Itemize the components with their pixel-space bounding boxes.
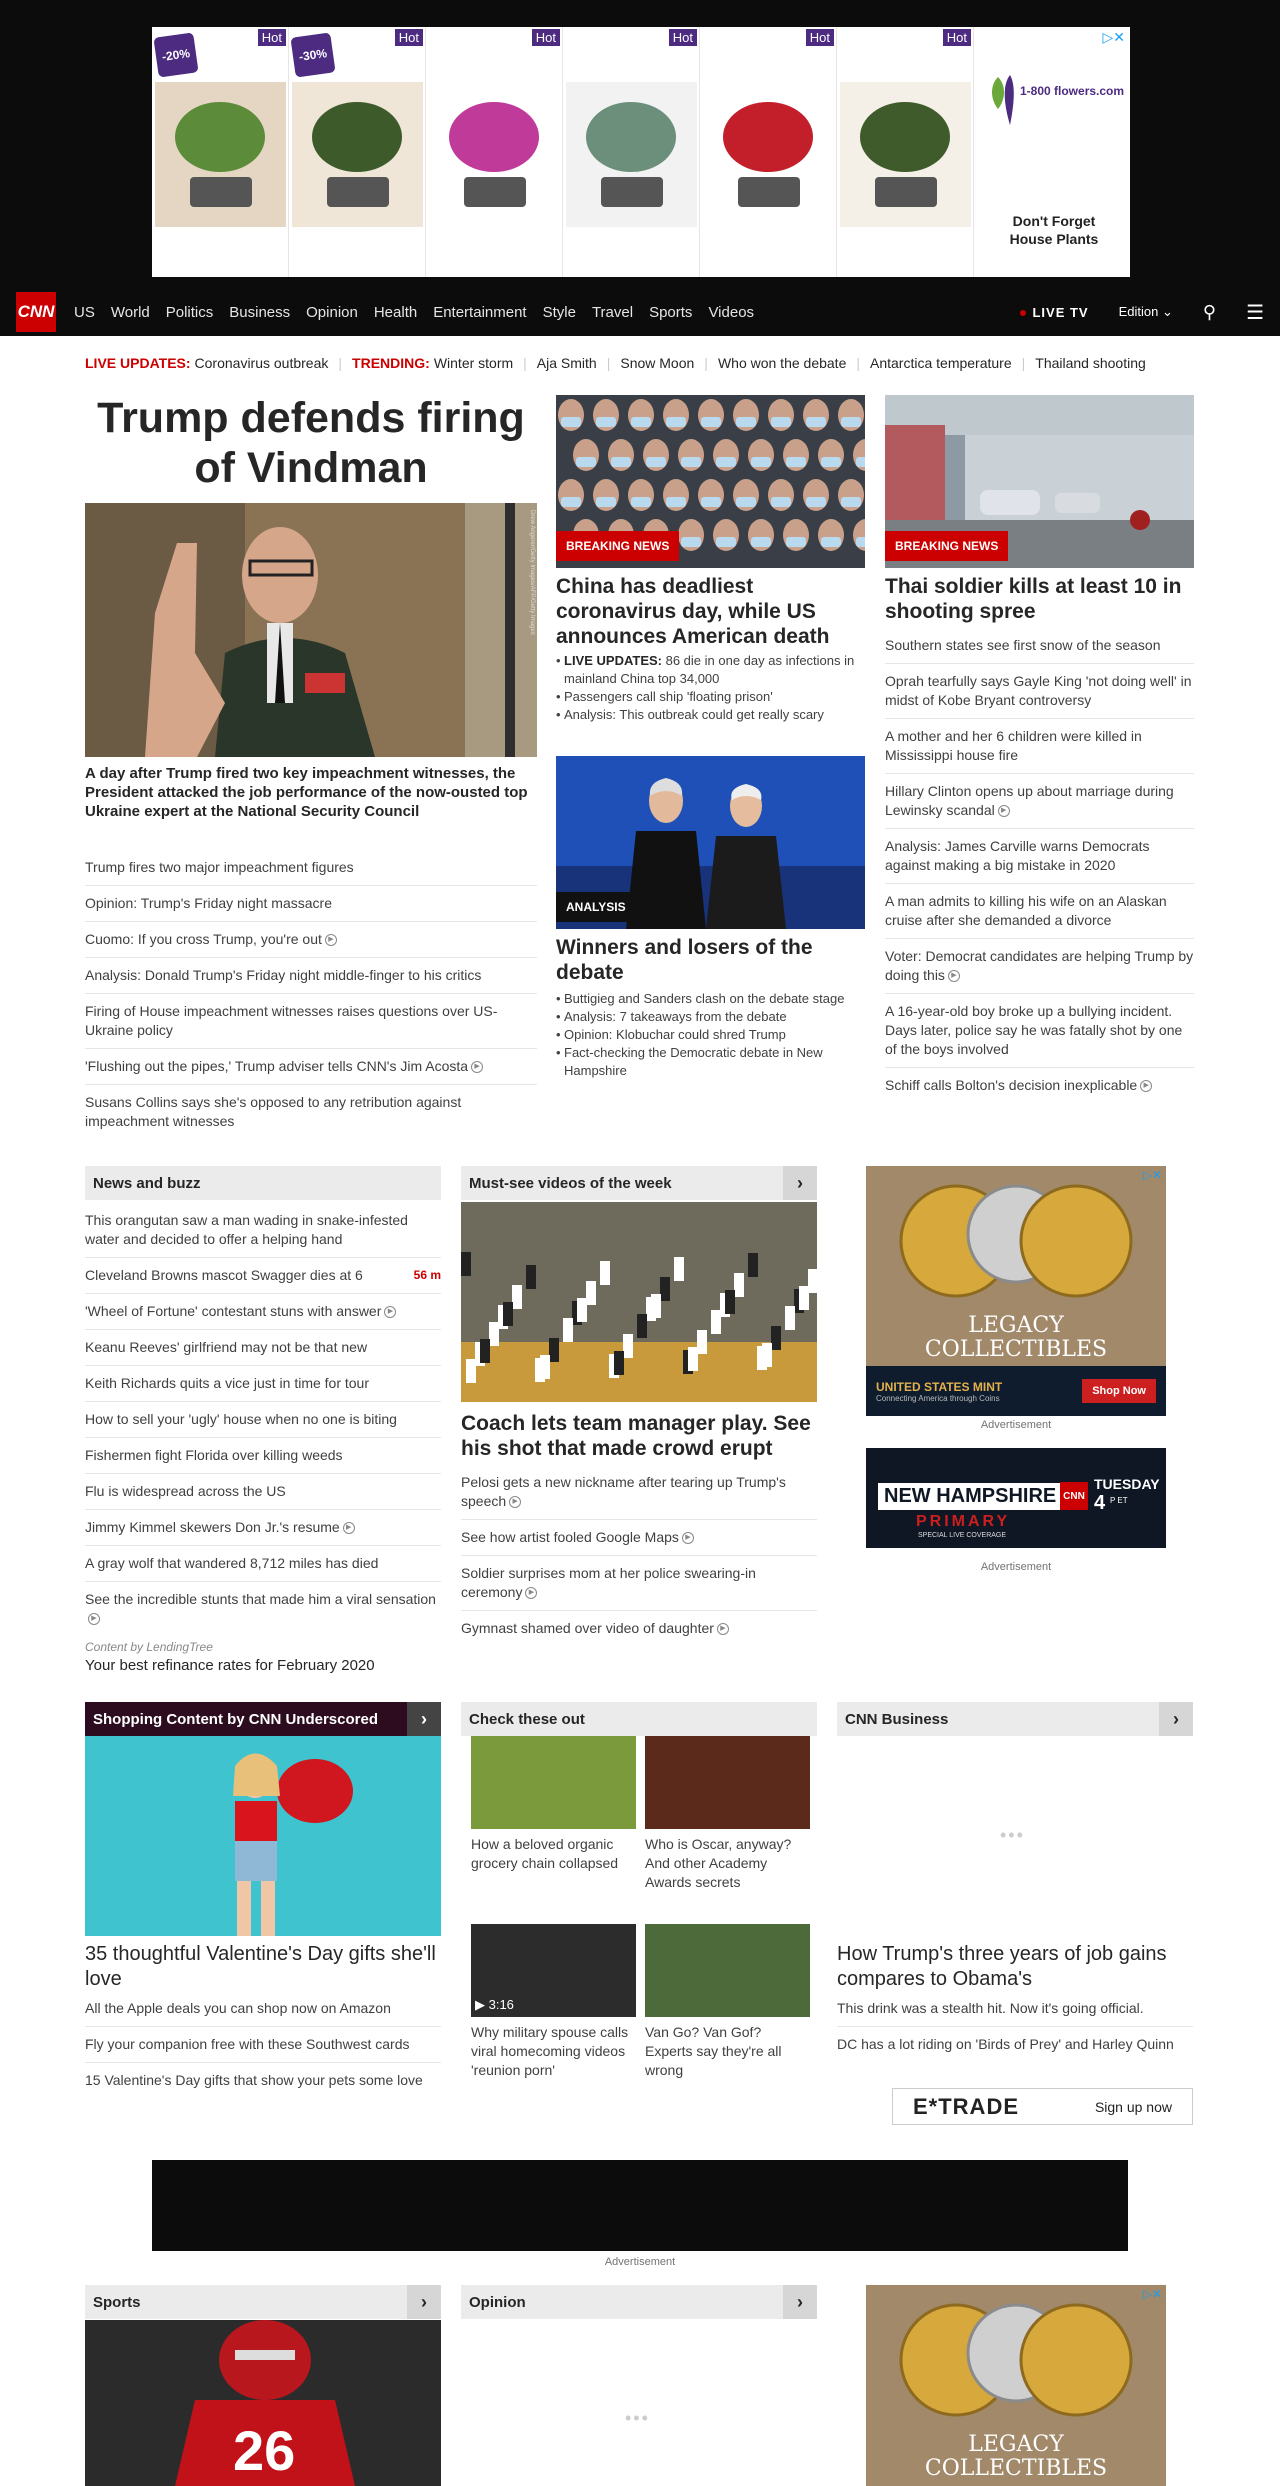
list-item[interactable] (885, 718, 1194, 773)
news-buzz-title: News and buzz (93, 1174, 201, 1192)
shop-now-button[interactable]: Shop Now (1082, 1379, 1156, 1403)
check-title: Check these out (469, 1710, 585, 1728)
sponsor-label: Content by LendingTree (85, 1640, 213, 1654)
edition-dropdown[interactable] (1119, 304, 1173, 320)
bullet-item[interactable] (556, 990, 865, 1008)
check-header (461, 1702, 817, 1736)
list-item[interactable] (85, 2062, 441, 2098)
lead-caption[interactable]: A day after Trump fired two key impeachment witnesses, the President attacked the job performance of the now-ousted top Ukraine expert at the National Security Council (85, 765, 528, 820)
red-roses-image (703, 82, 834, 227)
check-caption: Why military spouse calls viral homecoming videos 'reunion porn' (471, 2024, 629, 2078)
list-item[interactable] (85, 1329, 441, 1365)
nh-pet: P ET (1110, 1496, 1128, 1505)
flowers-ad[interactable] (152, 27, 1130, 277)
business-header (837, 1702, 1193, 1736)
list-item-text: This orangutan saw a man wading in snake-infested water and decided to offer a helping hand (85, 1212, 408, 1247)
videos-title: Must-see videos of the week (469, 1174, 672, 1192)
duration-text: 3:16 (488, 1997, 514, 2012)
ad-product-tile[interactable] (700, 27, 837, 277)
list-item-text: Keith Richards quits a vice just in time for tour (85, 1375, 370, 1391)
ad-choices-icon[interactable]: ▷✕ (1142, 2287, 1162, 2301)
list-item-text: How to sell your 'ugly' house when no one is biting (85, 1411, 397, 1427)
cnn-logo-small: CNN (1060, 1482, 1088, 1510)
bullet-bold: LIVE UPDATES: (564, 653, 662, 668)
gardenia-bonsai-image (840, 82, 971, 227)
bullet-text: Opinion: Klobuchar could shred Trump (564, 1027, 786, 1042)
discount-badge: -20% (153, 32, 198, 77)
list-item[interactable] (885, 628, 1194, 663)
sports-header (85, 2285, 441, 2319)
list-item-text: A gray wolf that wandered 8,712 miles has died (85, 1555, 379, 1571)
list-item[interactable] (461, 1555, 817, 1610)
list-item-text: Oprah tearfully says Gayle King 'not doing well' in midst of Kobe Bryant controversy (885, 673, 1192, 708)
sports-title: Sports (93, 2293, 141, 2311)
list-item[interactable] (85, 1365, 441, 1401)
list-item-text: Gymnast shamed over video of daughter (461, 1620, 714, 1636)
check-caption: Van Go? Van Gof? Experts say they're all wrong (645, 2024, 782, 2078)
hot-badge: Hot (532, 29, 560, 46)
photo-credit: Drew Angerer/Getty Images/AFP/Getty Images (529, 510, 535, 635)
hot-badge: Hot (669, 29, 697, 46)
check-thumbnail (645, 1924, 810, 2017)
divider: | (523, 355, 527, 371)
ad-label: Advertisement (980, 1419, 1052, 1431)
etrade-logo: E*TRADE (913, 2093, 1020, 2119)
list-item-text: Trump fires two major impeachment figures (85, 859, 354, 875)
list-item-text: Keanu Reeves' girlfriend may not be that new (85, 1339, 368, 1355)
list-item[interactable] (837, 2026, 1193, 2062)
live-tv-link[interactable]: LIVE TV (1020, 305, 1088, 320)
list-item-text: Fly your companion free with these Southwest cards (85, 2036, 410, 2052)
list-item[interactable] (85, 1257, 441, 1293)
check-item[interactable] (645, 1736, 810, 1892)
edition-label: Edition (1118, 304, 1159, 319)
business-headline[interactable]: How Trump's three years of job gains compares to Obama's (837, 1943, 1167, 1990)
check-thumbnail (471, 1924, 636, 2017)
video-play-icon: ▶ (343, 1522, 355, 1534)
bonsai-tree-image (292, 82, 423, 227)
loading-icon: ••• (1000, 1825, 1025, 1845)
breaking-news-badge: BREAKING NEWS (556, 531, 679, 561)
list-item[interactable] (885, 883, 1194, 938)
list-item-text: This drink was a stealth hit. Now it's going official. (837, 2000, 1144, 2016)
bullet-item[interactable] (556, 706, 865, 724)
shopping-header (85, 1702, 441, 1736)
trending-item[interactable]: Antarctica temperature (870, 355, 1012, 371)
bullet-item[interactable] (556, 652, 865, 688)
bamboo-heart-image (155, 82, 286, 227)
list-item-text: 'Flushing out the pipes,' Trump adviser tells CNN's Jim Acosta (85, 1058, 469, 1074)
nav-link-travel[interactable]: Travel (591, 303, 634, 321)
list-item-text: Pelosi gets a new nickname after tearing up Trump's speech (461, 1474, 786, 1509)
list-item[interactable] (85, 1991, 441, 2026)
list-item[interactable] (461, 1519, 817, 1555)
search-icon[interactable]: ⚲ (1202, 301, 1217, 322)
opinion-title: Opinion (469, 2293, 526, 2311)
video-play-icon: ▶ (475, 1997, 489, 2012)
sponsor-link[interactable]: Your best refinance rates for February 2020 (85, 1657, 375, 1674)
list-item[interactable] (837, 1991, 1193, 2026)
list-item[interactable] (885, 993, 1194, 1067)
list-item[interactable] (85, 1473, 441, 1509)
ad-choices-icon[interactable]: ▷✕ (1102, 29, 1125, 45)
chevron-right-icon[interactable]: › (407, 1702, 441, 1736)
video-links (461, 1465, 817, 1646)
divider: | (606, 355, 611, 371)
chevron-right-icon[interactable]: › (407, 2285, 441, 2319)
nav-link-us[interactable]: US (74, 303, 95, 321)
list-item-text: Southern states see first snow of the season (885, 637, 1161, 653)
list-item-text: A 16-year-old boy broke up a bullying incident. Days later, police say he was fatally shot by one of the boys involved (885, 1003, 1183, 1057)
svg-text:26: 26 (233, 2419, 296, 2482)
video-play-icon: ▶ (384, 1306, 396, 1318)
list-item[interactable] (885, 1067, 1194, 1103)
list-item[interactable] (85, 1293, 441, 1329)
flowers-logo-icon (984, 65, 1124, 135)
mint-label: UNITED STATES MINT (876, 1379, 1003, 1394)
nav-link-health[interactable]: Health (373, 303, 418, 321)
divider: | (704, 355, 708, 371)
bullet-text: Fact-checking the Democratic debate in New Hampshire (564, 1045, 823, 1078)
timestamp: 56 m (413, 1268, 441, 1282)
ad-label-2: Advertisement (980, 1561, 1052, 1573)
chevron-right-icon[interactable]: › (783, 1166, 817, 1200)
trending-item[interactable]: Thailand shooting (1035, 355, 1146, 371)
legacy-collectibles-ad-2[interactable] (866, 2285, 1166, 2486)
discount-badge: -30% (290, 32, 335, 77)
etrade-cta[interactable]: Sign up now (1094, 2098, 1172, 2115)
ad-product-tile[interactable] (837, 27, 974, 277)
valentines-headline[interactable]: 35 thoughtful Valentine's Day gifts she'll love (85, 1943, 436, 1990)
shopping-links (85, 1991, 441, 2098)
list-item-text: Voter: Democrat candidates are helping Trump by doing this (885, 948, 1194, 983)
list-item-text: 'Wheel of Fortune' contestant stuns with answer (85, 1303, 382, 1319)
cnn-logo[interactable]: CNN (16, 292, 56, 332)
debate-bullets (556, 990, 865, 1080)
hot-badge: Hot (395, 29, 423, 46)
ad-product-tile[interactable] (289, 27, 426, 277)
list-item[interactable] (85, 957, 537, 993)
list-item-text: Cuomo: If you cross Trump, you're out (85, 931, 322, 947)
loading-icon: ••• (625, 2408, 650, 2428)
svg-text:1-800 flowers.com: 1-800 flowers.com (1020, 84, 1124, 98)
list-item-text: Flu is widespread across the US (85, 1483, 286, 1499)
hot-badge: Hot (943, 29, 971, 46)
list-item-text: See the incredible stunts that made him a viral sensation (85, 1591, 436, 1607)
news-buzz-header (85, 1166, 441, 1200)
business-title: CNN Business (845, 1710, 949, 1728)
list-item-text: Hillary Clinton opens up about marriage during Lewinsky scandal (885, 783, 1174, 818)
chevron-down-icon: ⌄ (1161, 304, 1173, 319)
video-play-icon: ▶ (525, 1587, 537, 1599)
list-item-text: Soldier surprises mom at her police swearing-in ceremony (461, 1565, 756, 1600)
china-bullets (556, 652, 865, 724)
list-item-text: A mother and her 6 children were killed in Mississippi house fire (885, 728, 1142, 763)
video-play-icon: ▶ (1140, 1080, 1152, 1092)
valentines-woman-photo[interactable] (85, 1736, 441, 1936)
nav-link-politics[interactable]: Politics (165, 303, 214, 321)
shopping-title: Shopping Content by CNN Underscored (93, 1710, 378, 1728)
list-item-text: Jimmy Kimmel skewers Don Jr.'s resume (85, 1519, 340, 1535)
news-buzz-list (85, 1203, 441, 1636)
right-links (885, 628, 1194, 1103)
list-item[interactable] (85, 2026, 441, 2062)
nh-primary: PRIMARY (916, 1513, 1011, 1530)
etrade-ad[interactable] (892, 2088, 1193, 2125)
lead-headline[interactable]: Trump defends firing of Vindman (97, 394, 525, 492)
video-play-icon: ▶ (717, 1623, 729, 1635)
list-item-text: See how artist fooled Google Maps (461, 1529, 679, 1545)
check-caption: Who is Oscar, anyway? And other Academy Awards secrets (645, 1836, 792, 1890)
nav-link-business[interactable]: Business (229, 303, 291, 321)
bullet-item[interactable] (556, 1008, 865, 1026)
list-item-text: Schiff calls Bolton's decision inexplicable (885, 1077, 1138, 1093)
list-item[interactable] (85, 885, 537, 921)
ad-product-tile[interactable] (563, 27, 700, 277)
list-item[interactable] (85, 850, 537, 885)
business-links (837, 1991, 1193, 2062)
lead-related-links (85, 850, 537, 1139)
nh-title: NEW HAMPSHIRE (878, 1483, 1062, 1510)
bullet-text: Passengers call ship 'floating prison' (564, 689, 773, 704)
nh-sub: SPECIAL LIVE COVERAGE (918, 1532, 1007, 1539)
main-nav (0, 288, 1280, 336)
trending-bar: LIVE UPDATES: Coronavirus outbreak | TRENDING: Winter storm | Aja Smith | Snow Moon | Who won the debate | Antarctica temperature | Thailand shooting (85, 355, 1146, 371)
list-item[interactable] (885, 938, 1194, 993)
trending-item[interactable]: Aja Smith (536, 355, 597, 371)
list-item-text: Susans Collins says she's opposed to any retribution against impeachment witnesses (85, 1094, 462, 1129)
nav-link-videos[interactable]: Videos (708, 303, 755, 321)
list-item-text: Analysis: Donald Trump's Friday night middle-finger to his critics (85, 967, 482, 983)
legacy-line2: COLLECTIBLES (924, 1337, 1108, 1362)
top-ad-banner-region (0, 0, 1280, 288)
hot-badge: Hot (806, 29, 834, 46)
check-thumbnail (645, 1736, 810, 1829)
list-item-text: All the Apple deals you can shop now on Amazon (85, 2000, 391, 2016)
bullet-text: Analysis: This outbreak could get really scary (564, 707, 824, 722)
list-item[interactable] (885, 773, 1194, 828)
basketball-crowd-photo[interactable] (461, 1202, 817, 1402)
video-play-icon: ▶ (948, 970, 960, 982)
list-item-text: Firing of House impeachment witnesses raises questions over US-Ukraine policy (85, 1003, 498, 1038)
brand-panel[interactable] (974, 27, 1130, 277)
divider: | (856, 355, 860, 371)
nh-day: TUESDAY (1094, 1476, 1160, 1492)
succulent-bowl-image (566, 82, 697, 227)
list-item[interactable] (885, 663, 1194, 718)
thai-headline[interactable]: Thai soldier kills at least 10 in shooting spree (885, 575, 1182, 623)
vindman-photo[interactable] (85, 503, 537, 757)
list-item[interactable] (85, 1581, 441, 1636)
list-item-text: A man admits to killing his wife on an Alaskan cruise after she demanded a divorce (885, 893, 1167, 928)
videos-header (461, 1166, 817, 1200)
list-item[interactable] (85, 1509, 441, 1545)
nav-link-entertainment[interactable]: Entertainment (433, 303, 527, 321)
bullet-item[interactable] (556, 688, 865, 706)
list-item[interactable] (85, 1401, 441, 1437)
coach-headline[interactable]: Coach lets team manager play. See his shot that made crowd erupt (461, 1412, 811, 1460)
list-item-text: Analysis: James Carville warns Democrats against making a big mistake in 2020 (885, 838, 1150, 873)
menu-icon[interactable]: ☰ (1246, 301, 1264, 324)
list-item[interactable] (85, 1437, 441, 1473)
list-item-text: DC has a lot riding on 'Birds of Prey' and Harley Quinn (837, 2036, 1174, 2052)
check-thumbnail (471, 1736, 636, 1829)
video-play-icon: ▶ (471, 1061, 483, 1073)
video-play-icon: ▶ (509, 1496, 521, 1508)
legacy-line2: COLLECTIBLES (924, 2456, 1108, 2481)
mint-sub: Connecting America through Coins (876, 1393, 1000, 1403)
hot-badge: Hot (258, 29, 286, 46)
rainbow-roses-image (429, 82, 560, 227)
ad-product-tile[interactable] (426, 27, 563, 277)
bottom-ad-banner[interactable] (152, 2160, 1128, 2251)
list-item[interactable] (85, 1084, 537, 1139)
check-item[interactable] (471, 1924, 636, 2080)
nav-link-style[interactable]: Style (542, 303, 576, 321)
nav-link-world[interactable]: World (110, 303, 150, 321)
list-item[interactable] (85, 1203, 441, 1257)
trending-item[interactable]: Winter storm (433, 355, 514, 371)
video-play-icon: ▶ (88, 1613, 100, 1625)
opinion-header (461, 2285, 817, 2319)
legacy-line1: LEGACY (968, 1313, 1064, 1338)
check-item[interactable] (471, 1736, 636, 1873)
list-item[interactable] (85, 993, 537, 1048)
chiefs-player-photo[interactable] (85, 2320, 441, 2486)
nav-link-opinion[interactable]: Opinion (306, 303, 358, 321)
nh-time: 4 (1094, 1492, 1106, 1514)
china-headline[interactable]: China has deadliest coronavirus day, while US announces American death (556, 575, 830, 648)
bullet-item[interactable] (556, 1044, 865, 1080)
ad-product-tile[interactable] (152, 27, 289, 277)
list-item[interactable] (461, 1465, 817, 1519)
ad-label-3: Advertisement (604, 2256, 676, 2268)
list-item[interactable] (85, 1545, 441, 1581)
list-item-text: 15 Valentine's Day gifts that show your pets some love (85, 2072, 423, 2088)
check-caption: How a beloved organic grocery chain collapsed (471, 1836, 619, 1871)
video-play-icon: ▶ (682, 1532, 694, 1544)
list-item[interactable] (85, 1048, 537, 1084)
legacy-collectibles-ad[interactable] (866, 1166, 1166, 1416)
list-item-text: Opinion: Trump's Friday night massacre (85, 895, 332, 911)
list-item[interactable] (885, 828, 1194, 883)
bullet-text: 86 die in one day as infections in mainland China top 34,000 (564, 653, 855, 686)
list-item[interactable] (85, 921, 537, 957)
nh-primary-ad[interactable] (866, 1448, 1166, 1548)
trending-item-coronavirus[interactable]: Coronavirus outbreak (194, 355, 329, 371)
trending-item[interactable]: Who won the debate (717, 355, 847, 371)
list-item-text: Cleveland Browns mascot Swagger dies at 6 (85, 1267, 363, 1283)
trending-item[interactable]: Snow Moon (620, 355, 695, 371)
video-play-icon: ▶ (998, 805, 1010, 817)
chevron-right-icon[interactable]: › (783, 2285, 817, 2319)
trending-label: TRENDING: (352, 355, 430, 371)
live-updates-label: LIVE UPDATES: (85, 355, 191, 371)
video-duration (475, 1997, 514, 2013)
bullet-item[interactable] (556, 1026, 865, 1044)
analysis-badge: ANALYSIS (556, 892, 636, 922)
bullet-text: Analysis: 7 takeaways from the debate (564, 1009, 787, 1024)
list-item-text: Fishermen fight Florida over killing weeds (85, 1447, 343, 1463)
debate-headline[interactable]: Winners and losers of the debate (556, 936, 813, 984)
breaking-news-badge-2: BREAKING NEWS (885, 531, 1008, 561)
list-item[interactable] (461, 1610, 817, 1646)
ad-choices-icon[interactable]: ▷✕ (1142, 1168, 1162, 1182)
ad-tagline: Don't Forget House Plants (1009, 213, 1099, 247)
check-item[interactable] (645, 1924, 810, 2080)
legacy-line1: LEGACY (968, 2432, 1064, 2457)
bullet-text: Buttigieg and Sanders clash on the debate stage (564, 991, 845, 1006)
chevron-right-icon[interactable]: › (1159, 1702, 1193, 1736)
video-play-icon: ▶ (325, 934, 337, 946)
nav-link-sports[interactable]: Sports (649, 303, 693, 321)
divider: | (1021, 355, 1026, 371)
